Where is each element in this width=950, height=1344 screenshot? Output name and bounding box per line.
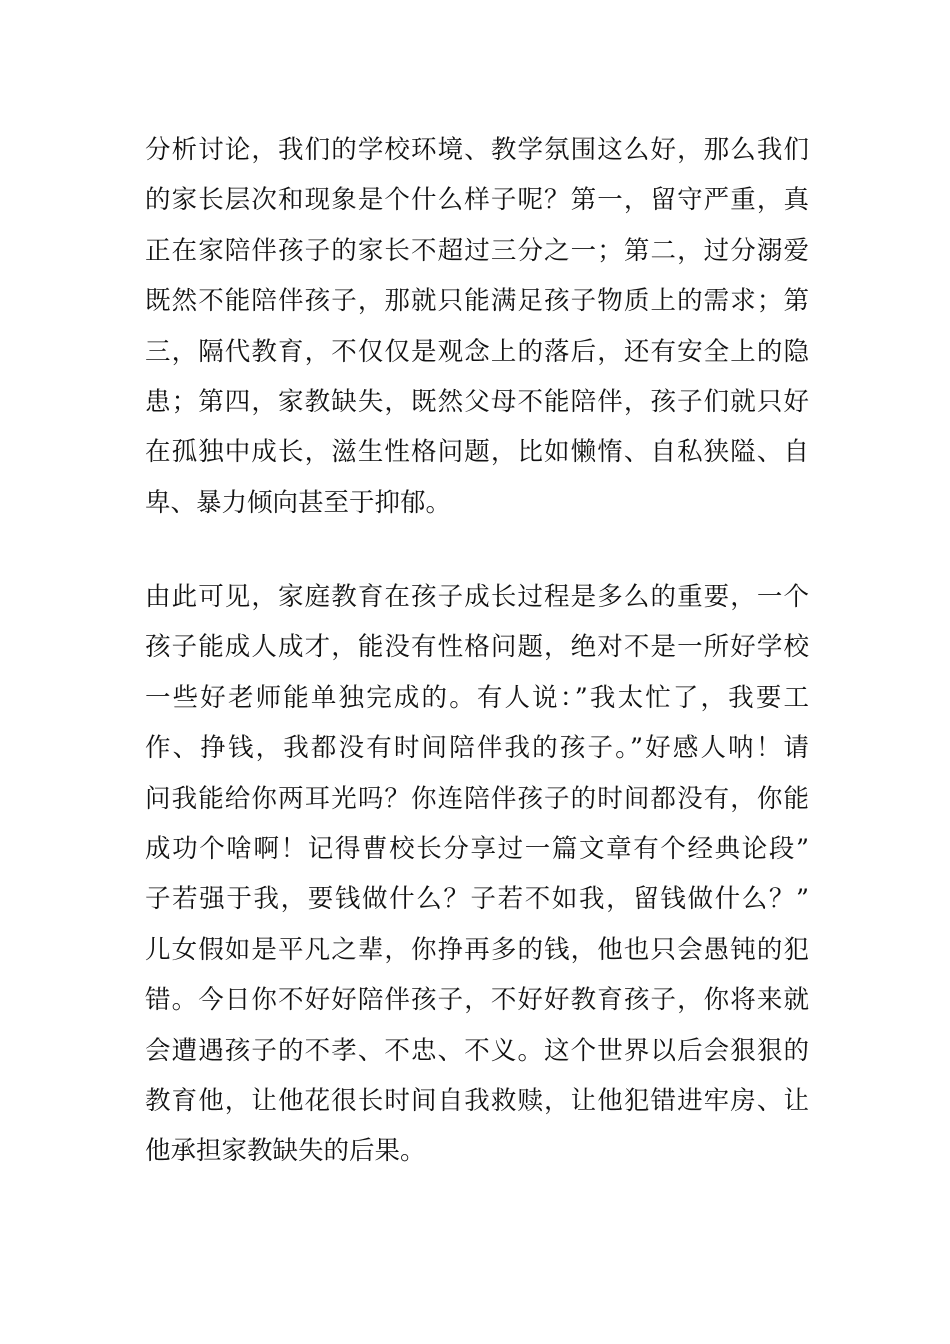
text-line: 教育他，让他花很长时间自我救赎，让他犯错进牢房、让 xyxy=(145,1085,809,1116)
text-line: 一些好老师能单独完成的。有人说：”我太忙了，我要工 xyxy=(145,682,809,713)
paragraph-conclusion xyxy=(145,572,809,1177)
text-line: 既然不能陪伴孩子，那就只能满足孩子物质上的需求；第 xyxy=(145,286,809,317)
text-line: 三，隔代教育，不仅仅是观念上的落后，还有安全上的隐 xyxy=(145,336,809,367)
text-line: 子若强于我，要钱做什么？子若不如我，留钱做什么？” xyxy=(145,884,809,915)
text-line: 他承担家教缺失的后果。 xyxy=(145,1136,426,1167)
text-line: 儿女假如是平凡之辈，你挣再多的钱，他也只会愚钝的犯 xyxy=(145,934,809,965)
text-line: 会遭遇孩子的不孝、不忠、不义。这个世界以后会狠狠的 xyxy=(145,1035,809,1066)
text-line: 患；第四，家教缺失，既然父母不能陪伴，孩子们就只好 xyxy=(145,386,809,417)
text-line: 问我能给你两耳光吗？你连陪伴孩子的时间都没有，你能 xyxy=(145,783,809,814)
text-line: 错。今日你不好好陪伴孩子，不好好教育孩子，你将来就 xyxy=(145,985,809,1016)
text-line: 的家长层次和现象是个什么样子呢？第一，留守严重，真 xyxy=(145,185,809,216)
text-line: 成功个啥啊！记得曹校长分享过一篇文章有个经典论段” xyxy=(145,833,809,864)
text-line: 在孤独中成长，滋生性格问题，比如懒惰、自私狭隘、自 xyxy=(145,437,809,468)
text-line: 作、挣钱，我都没有时间陪伴我的孩子。”好感人呐！请 xyxy=(145,733,809,764)
paragraph-analysis xyxy=(145,125,809,528)
text-line: 正在家陪伴孩子的家长不超过三分之一；第二，过分溺爱 xyxy=(145,235,809,266)
text-line: 孩子能成人成才，能没有性格问题，绝对不是一所好学校 xyxy=(145,632,809,663)
text-line: 由此可见，家庭教育在孩子成长过程是多么的重要，一个 xyxy=(145,582,809,612)
text-line: 分析讨论，我们的学校环境、教学氛围这么好，那么我们 xyxy=(145,135,809,165)
text-line: 卑、暴力倾向甚至于抑郁。 xyxy=(145,487,452,518)
